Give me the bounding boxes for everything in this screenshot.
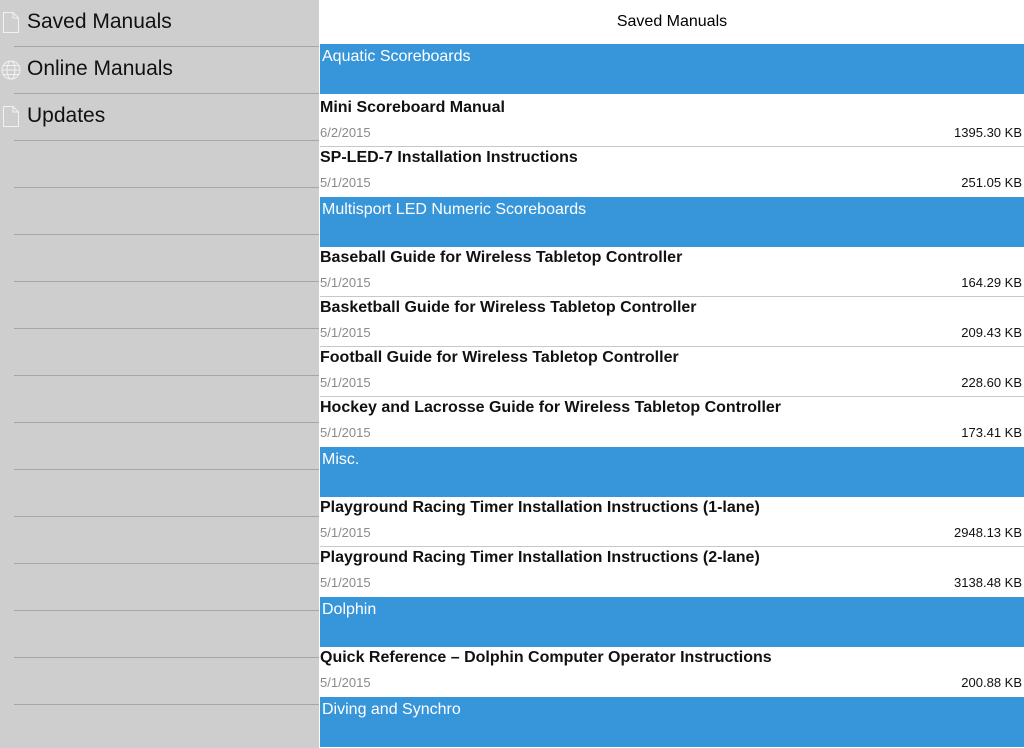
manual-date: 5/1/2015 [320, 675, 371, 690]
document-icon [2, 106, 20, 127]
section-header-aquatic-scoreboards: Aquatic Scoreboards [320, 44, 1024, 94]
manual-date: 6/2/2015 [320, 125, 371, 140]
manual-title: SP-LED-7 Installation Instructions [320, 149, 578, 166]
sidebar-empty-row [0, 423, 319, 470]
sidebar-empty-row [0, 564, 319, 611]
list-item[interactable] [320, 647, 1024, 697]
sidebar-empty-row [0, 329, 319, 376]
manual-title: Playground Racing Timer Installation Instructions (2-lane) [320, 549, 760, 566]
sidebar-item-label: Online Manuals [27, 57, 173, 80]
manual-size: 228.60 KB [961, 375, 1022, 390]
manual-date: 5/1/2015 [320, 325, 371, 340]
manual-size: 209.43 KB [961, 325, 1022, 340]
manual-date: 5/1/2015 [320, 275, 371, 290]
sidebar-empty-row [0, 141, 319, 188]
manual-title: Hockey and Lacrosse Guide for Wireless Tabletop Controller [320, 399, 782, 416]
list-item[interactable] [320, 147, 1024, 197]
manual-date: 5/1/2015 [320, 575, 371, 590]
document-icon [2, 12, 20, 33]
sidebar-empty-row [0, 235, 319, 282]
manuals-list[interactable] [320, 44, 1024, 747]
manual-date: 5/1/2015 [320, 525, 371, 540]
manual-size: 164.29 KB [961, 275, 1022, 290]
section-header-multisport-led-numeric-scoreboards: Multisport LED Numeric Scoreboards [320, 197, 1024, 247]
globe-icon [2, 59, 20, 80]
list-item[interactable] [320, 247, 1024, 297]
manual-title: Basketball Guide for Wireless Tabletop Controller [320, 299, 697, 316]
section-header-dolphin: Dolphin [320, 597, 1024, 647]
manual-date: 5/1/2015 [320, 425, 371, 440]
list-item[interactable] [320, 347, 1024, 397]
section-header-diving-and-synchro: Diving and Synchro [320, 697, 1024, 747]
sidebar-item-updates[interactable] [0, 94, 319, 141]
manual-title: Playground Racing Timer Installation Instructions (1-lane) [320, 499, 760, 516]
manual-title: Football Guide for Wireless Tabletop Controller [320, 349, 679, 366]
list-item[interactable] [320, 547, 1024, 597]
section-header-misc: Misc. [320, 447, 1024, 497]
sidebar-empty-row [0, 658, 319, 705]
sidebar-empty-row [0, 517, 319, 564]
main-panel [320, 0, 1024, 748]
manual-size: 173.41 KB [961, 425, 1022, 440]
sidebar-empty-row [0, 188, 319, 235]
manual-size: 251.05 KB [961, 175, 1022, 190]
manual-date: 5/1/2015 [320, 175, 371, 190]
page-title: Saved Manuals [616, 12, 728, 30]
manual-size: 3138.48 KB [954, 575, 1022, 590]
sidebar-item-saved-manuals[interactable] [0, 0, 319, 47]
manual-size: 1395.30 KB [954, 125, 1022, 140]
sidebar-empty-row [0, 611, 319, 658]
list-item[interactable] [320, 297, 1024, 347]
manual-title: Quick Reference – Dolphin Computer Operator Instructions [320, 649, 772, 666]
sidebar-empty-row [0, 376, 319, 423]
manual-size: 2948.13 KB [954, 525, 1022, 540]
sidebar-empty-row [0, 470, 319, 517]
sidebar-empty-row [0, 282, 319, 329]
sidebar-item-label: Updates [27, 104, 106, 127]
manual-date: 5/1/2015 [320, 375, 371, 390]
manual-title: Baseball Guide for Wireless Tabletop Controller [320, 249, 683, 266]
list-item[interactable] [320, 97, 1024, 147]
sidebar-item-label: Saved Manuals [27, 10, 172, 33]
sidebar-item-online-manuals[interactable] [0, 47, 319, 94]
list-item[interactable] [320, 497, 1024, 547]
manual-title: Mini Scoreboard Manual [320, 99, 505, 116]
manual-size: 200.88 KB [961, 675, 1022, 690]
list-item[interactable] [320, 397, 1024, 447]
sidebar [0, 0, 319, 748]
